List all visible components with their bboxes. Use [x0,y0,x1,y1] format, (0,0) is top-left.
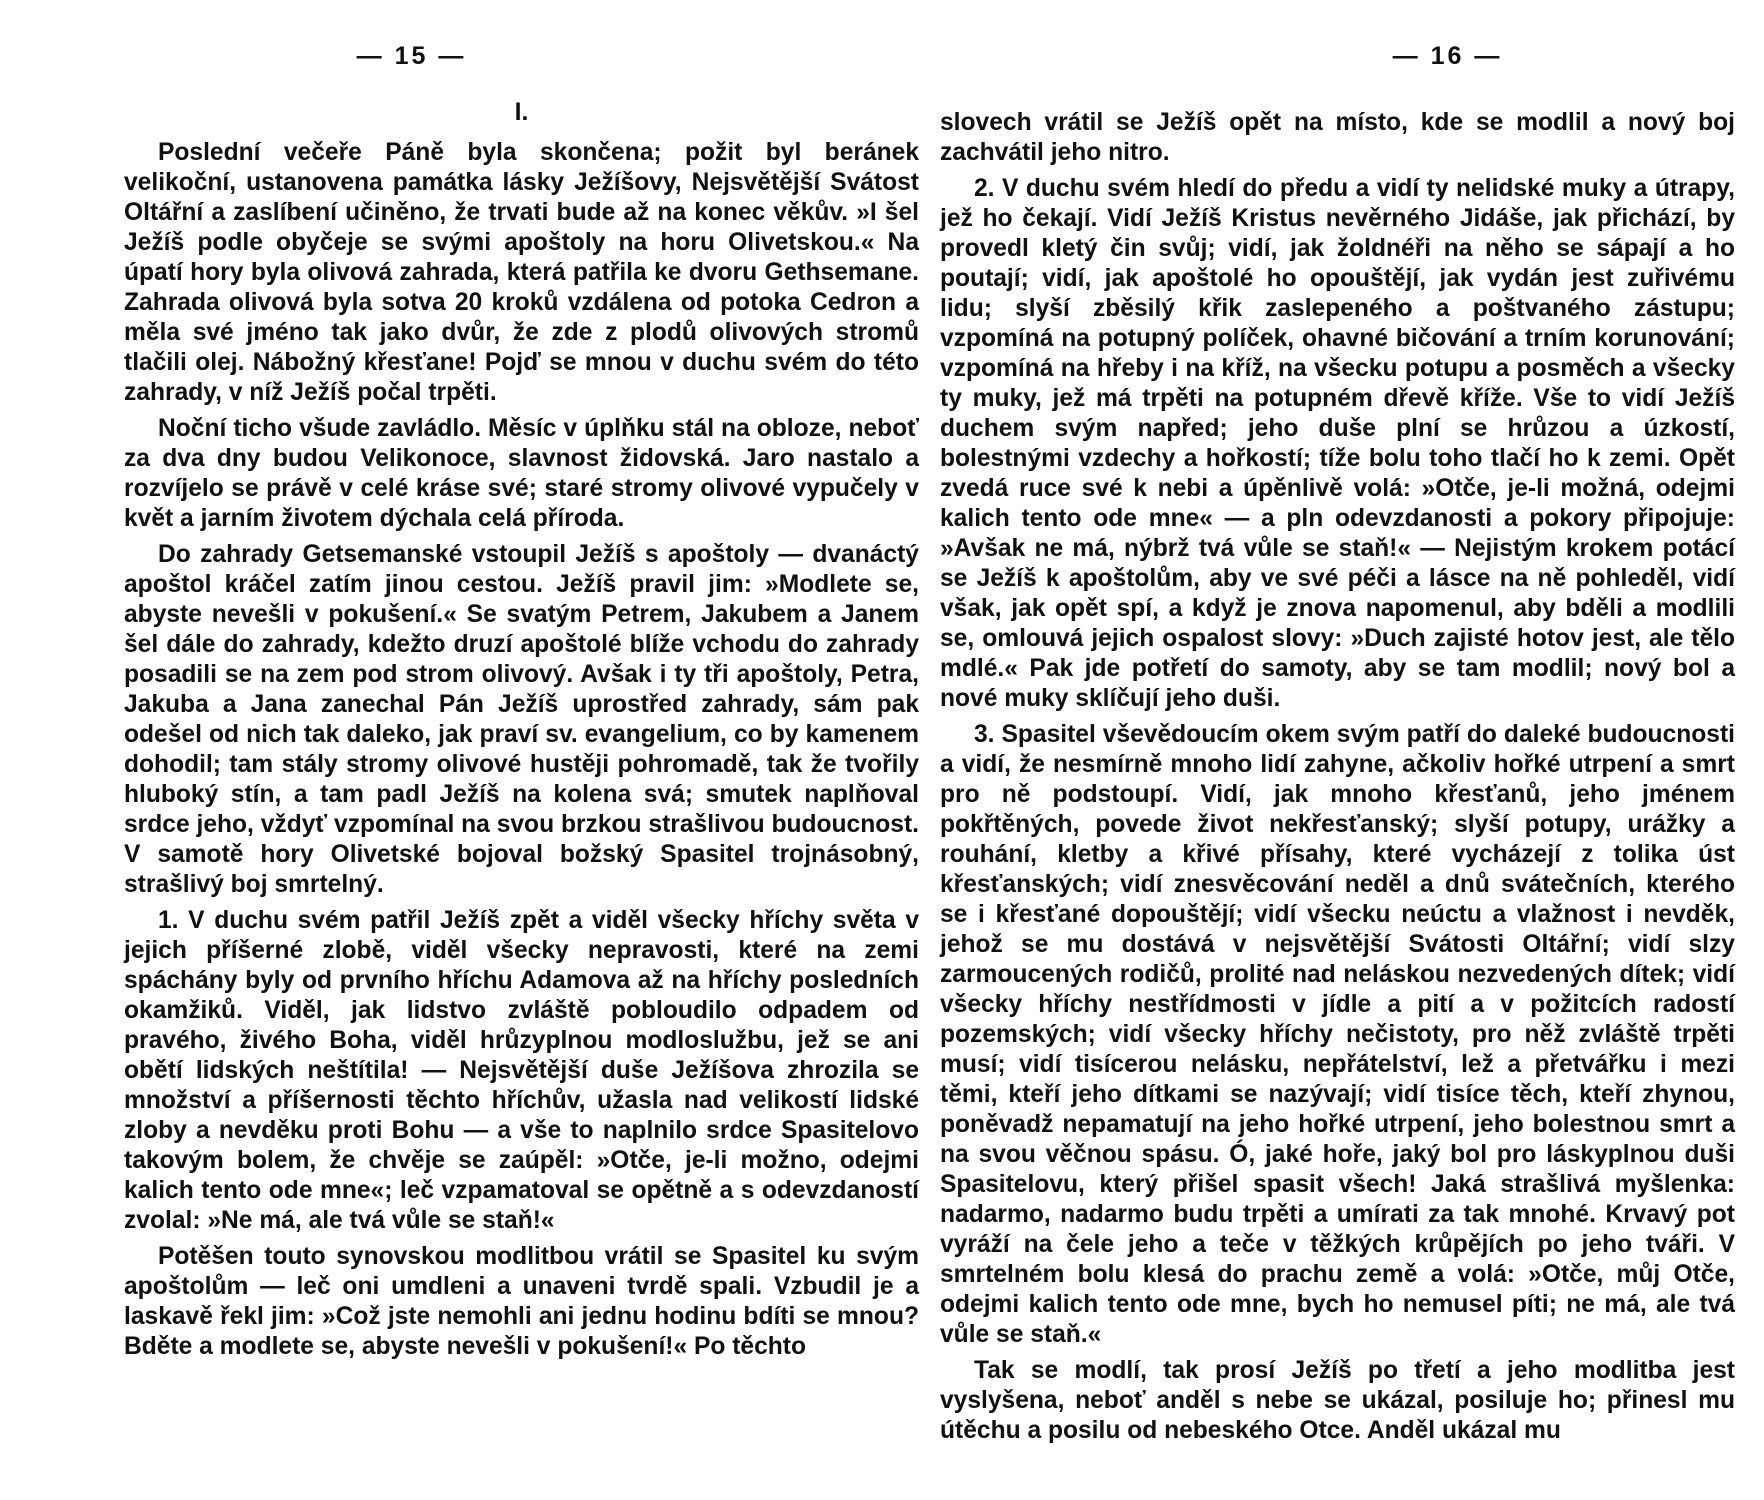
page-number-left: — 15 — [356,42,467,70]
paragraph: slovech vrátil se Ježíš opět na místo, kde se modlil a nový boj zachvátil jeho nitro. [940,109,1735,166]
paragraph: Tak se modlí, tak prosí Ježíš po třetí a jeho modlitba jest vyslyšena, neboť anděl s nebe se ukázal, posiluje ho; přinesl mu útěchu a posilu od nebeského Otce. Anděl ukázal mu [940,1357,1735,1444]
paragraph: 1. V duchu svém patřil Ježíš zpět a viděl všecky hříchy světa v jejich příšerné zlobě, viděl všecky nepravosti, které na zemi spáchány byly od prvního hříchu Adamova až na hříchy posledních okamžiků. Viděl, jak lidstvo zvláště pobloudilo odpadem od pravého, živého Boha, viděl hrůzyplnou modloslužbu, jež se ani obětí lidských neštítila! — Nejsvětější duše Ježíšova zhrozila se množství a příšernosti těchto hříchův, užasla nad velikostí lidské zloby a nevděku proti Bohu — a vše to naplnilo srdce Spasitelovo takovým bolem, že chvěje se zaúpěl: »Otče, je-li možno, odejmi kalich tento ode mne«; leč vzpamatoval se opětně a s odevzdaností zvolal: »Ne má, ale tvá vůle se staň!« [124,907,919,1234]
right-page-text [940,108,1735,1452]
paragraph: Noční ticho všude zavládlo. Měsíc v úplňku stál na obloze, neboť za dva dny budou Velikonoce, slavnost židovská. Jaro nastalo a rozvíjelo se právě v celé kráse své; staré stromy olivové vypučely v květ a jarním životem dýchala celá příroda. [124,415,919,532]
paragraph: Potěšen touto synovskou modlitbou vrátil se Spasitel ku svým apoštolům — leč oni umdleni a unaveni tvrdě spali. Vzbudil je a laskavě řekl jim: »Což jste nemohli ani jednu hodinu bdíti se mnou? Bděte a modlete se, abyste nevešli v pokušení!« Po těchto [124,1243,919,1360]
page-number-right: — 16 — [1392,42,1503,70]
left-page [124,0,919,1500]
chapter-heading: I. [514,99,529,126]
paragraph: 3. Spasitel vševědoucím okem svým patří do daleké budoucnosti a vidí, že nesmírně mnoho lidí zahyne, ačkoliv hořké utrpení a smrt pro ně podstoupí. Vidí, jak mnoho křesťanů, jeho jménem pokřtěných, povede život nekřesťanský; slyší potupy, urážky a rouhání, kletby a křivé přísahy, které vycházejí z tolika úst křesťanských; vidí znesvěcování neděl a dnů svátečních, kterého se i křesťané dopouštějí; vidí všecku neúctu a vlažnost i nevděk, jehož se mu dostává v nejsvětější Svátosti Oltářní; vidí slzy zarmoucených rodičů, prolité nad neláskou nezvedených dítek; vidí všecky hříchy nestřídmosti v jídle a pití a v požitcích radostí pozemských; vidí všecky hříchy nečistoty, pro něž zvláště trpěti musí; vidí tisícerou nelásku, nepřátelství, lež a přetvářku i mezi těmi, kteří jeho dítkami se nazývají; vidí tisíce těch, kteří zhynou, poněvadž nepamatují na jeho hořké utrpení, jeho bolestnou smrt a na svou věčnou spásu. Ó, jaké hoře, jaký bol pro láskyplnou duši Spasitelovu, který přišel spasit všech! Jaká strašlivá myšlenka: nadarmo, nadarmo budu trpěti a umírati za tak mnohé. Krvavý pot vyráží na čele jeho a teče v těžkých krůpějích po jeho tváři. V smrtelném bolu klesá do prachu země a volá: »Otče, můj Otče, odejmi kalich tento ode mne, bych ho nemusel píti; ne má, ale tvá vůle se staň.« [940,721,1735,1348]
left-page-text [124,98,919,1368]
right-page [940,0,1735,1500]
paragraph: 2. V duchu svém hledí do předu a vidí ty nelidské muky a útrapy, jež ho čekají. Vidí Ježíš Kristus nevěrného Jidáše, jak přichází, by provedl kletý čin svůj; vidí, jak žoldnéři na něho se sápají a ho poutají; vidí, jak apoštolé ho opouštějí, jak vydán jest zuřivému lidu; slyší zběsilý křik zaslepeného a poštvaného zástupu; vzpomíná na potupný políček, ohavné bičování a trním korunování; vzpomíná na hřeby i na kříž, na všecku potupu a posměch a všecky ty muky, jež má trpěti na potupném dřevě kříže. Vše to vidí Ježíš duchem svým napřed; jeho duše plní se hrůzou a úzkostí, bolestnými vzdechy a hořkostí; tíže bolu toho tlačí ho k zemi. Opět zvedá ruce své k nebi a úpěnlivě volá: »Otče, je-li možná, odejmi kalich tento ode mne« — a pln odevzdanosti a pokory připojuje: »Avšak ne má, nýbrž tvá vůle se staň!« — Nejistým krokem potácí se Ježíš k apoštolům, aby ve své péči a lásce na ně pohleděl, vidí však, jak opět spí, a když je znova napomenul, aby bděli a modlili se, omlouvá jejich ospalost slovy: »Duch zajisté hotov jest, ale tělo mdlé.« Pak jde potřetí do samoty, aby se tam modlil; nový bol a nové muky sklíčují jeho duši. [940,175,1735,712]
paragraph: Do zahrady Getsemanské vstoupil Ježíš s apoštoly — dvanáctý apoštol kráčel zatím jinou cestou. Ježíš pravil jim: »Modlete se, abyste nevešli v pokušení.« Se svatým Petrem, Jakubem a Janem šel dále do zahrady, kdežto druzí apoštolé blíže vchodu do zahrady posadili se na zem pod strom olivový. Avšak i ty tři apoštoly, Petra, Jakuba a Jana zanechal Pán Ježíš uprostřed zahrady, sám pak odešel od nich tak daleko, jak praví sv. evangelium, co by kamenem dohodil; tam stály stromy olivové hustěji pohromadě, tak že tvořily hluboký stín, a tam padl Ježíš na kolena svá; smutek naplňoval srdce jeho, vždyť vzpomínal na svou brzkou strašlivou budoucnost. V samotě hory Olivetské bojoval božský Spasitel trojnásobný, strašlivý boj smrtelný. [124,541,919,898]
paragraph: Poslední večeře Páně byla skončena; požit byl beránek velikoční, ustanovena památka lásky Ježíšovy, Nejsvětější Svátost Oltářní a zaslíbení učiněno, že trvati bude až na konec věkův. »I šel Ježíš podle obyčeje se svými apoštoly na horu Olivetskou.« Na úpatí hory byla olivová zahrada, která patřila ke dvoru Gethsemane. Zahrada olivová byla sotva 20 kroků vzdálena od potoka Cedron a měla své jméno tak jako dvůr, že zde z plodů olivových stromů tlačili olej. Nábožný křesťane! Pojď se mnou v duchu svém do této zahrady, v níž Ježíš počal trpěti. [124,139,919,406]
